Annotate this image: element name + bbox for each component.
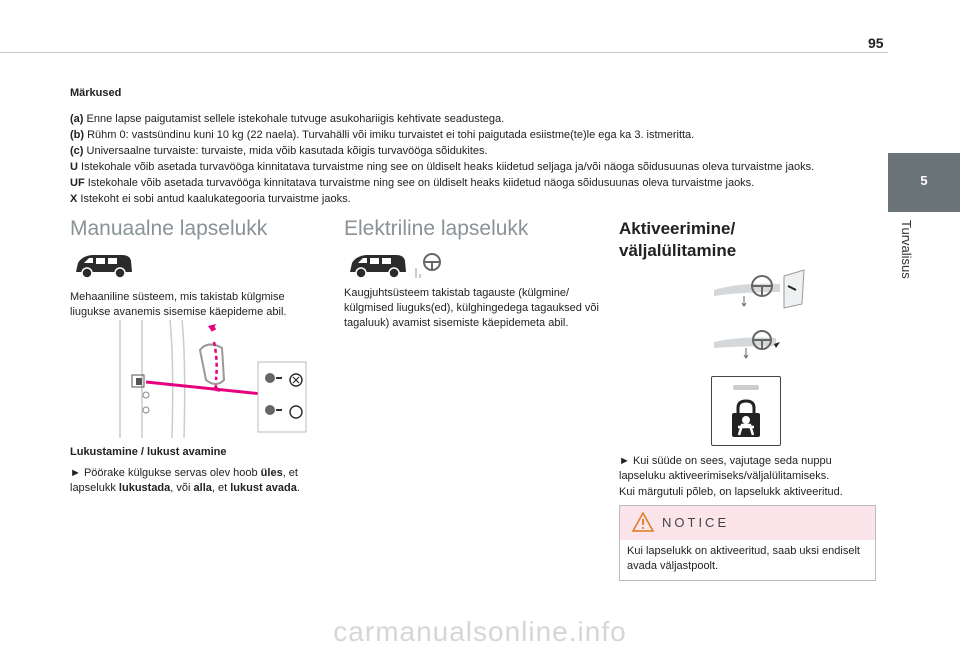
- child-lock-button[interactable]: [711, 376, 781, 446]
- warning-triangle-icon: [632, 512, 654, 532]
- activation-title-line1: Aktiveerimine/: [619, 219, 736, 238]
- dashboard-button-icon: [710, 326, 790, 360]
- electric-lock-description: Kaugjuhtsüsteem takistab tagauste (külgmine/ külgmised liuguks(ed), külghingedega tagauksed või tagaluuk) avamist sisemiste käepidemeta abil.: [344, 287, 599, 329]
- van-side-icon: [72, 252, 134, 280]
- note-line: X Istekoht ei sobi antud kaalukategooria turvaistme jaoks.: [70, 193, 351, 205]
- manual-lock-title: Manuaalne lapselukk: [70, 217, 268, 240]
- activation-step-indicator: Kui märgutuli põleb, on lapselukk aktiveeritud.: [619, 486, 843, 498]
- note-line: U Istekohale võib asetada turvavööga kinnitatava turvaistme ning see on üldiselt heaks kiidetud seljaga ja/või näoga sõidusuunas oleva turvaistme jaoks.: [70, 161, 815, 173]
- child-lock-icon: [728, 399, 764, 439]
- manual-lock-description: Mehaaniline süsteem, mis takistab külgmise liugukse avanemis sisemise käepideme abil.: [70, 291, 287, 318]
- dashboard-steering-icon: [710, 268, 806, 312]
- activation-step: ► Kui süüde on sees, vajutage seda nuppu lapseluku aktiveerimiseks/väljalülitamiseks.: [619, 455, 832, 482]
- page-number: 95: [868, 35, 884, 51]
- header-rule: [0, 52, 888, 53]
- lock-unlock-subheading: Lukustamine / lukust avamine: [70, 446, 227, 458]
- notes-list: [70, 111, 870, 207]
- indicator-light: [733, 385, 759, 390]
- notice-title: NOTICE: [662, 515, 730, 530]
- note-line: (b) Rühm 0: vastsündinu kuni 10 kg (22 naela). Turvahälli või imiku turvaistet ei tohi paigutada esiistme(te)le ega ka 3. istmeritta.: [70, 129, 695, 141]
- note-line: (a) Enne lapse paigutamist sellele istekohale tutvuge asukohariigis kehtivate seadustega.: [70, 113, 505, 125]
- van-with-control-icon: [346, 252, 446, 282]
- activation-title-line2: väljalülitamine: [619, 241, 737, 260]
- notice-box: [619, 505, 876, 581]
- watermark: carmanualsonline.info: [333, 616, 627, 647]
- electric-lock-title: Elektriline lapselukk: [344, 217, 529, 240]
- lock-unlock-step: ► Pöörake külgukse servas olev hoob üles, et lapselukk lukustada, või alla, et lukust avada.: [70, 467, 300, 494]
- notice-text: Kui lapselukk on aktiveeritud, saab uksi endiselt avada väljastpoolt.: [627, 545, 860, 572]
- note-line: UF Istekohale võib asetada turvavööga kinnitatava turvaistme ning see on üldiselt heaks kiidetud näoga sõidusuunas oleva turvaistme jaoks.: [70, 177, 755, 189]
- door-lever-illustration: [112, 320, 312, 438]
- chapter-tab-number: 5: [920, 173, 928, 188]
- chapter-side-label: Turvalisus: [899, 220, 914, 279]
- note-line: (c) Universaalne turvaiste: turvaiste, mida võib kasutada kõigis turvavööga sõidukites.: [70, 145, 488, 157]
- notes-title: Märkused: [70, 87, 122, 99]
- notice-header: [620, 506, 875, 540]
